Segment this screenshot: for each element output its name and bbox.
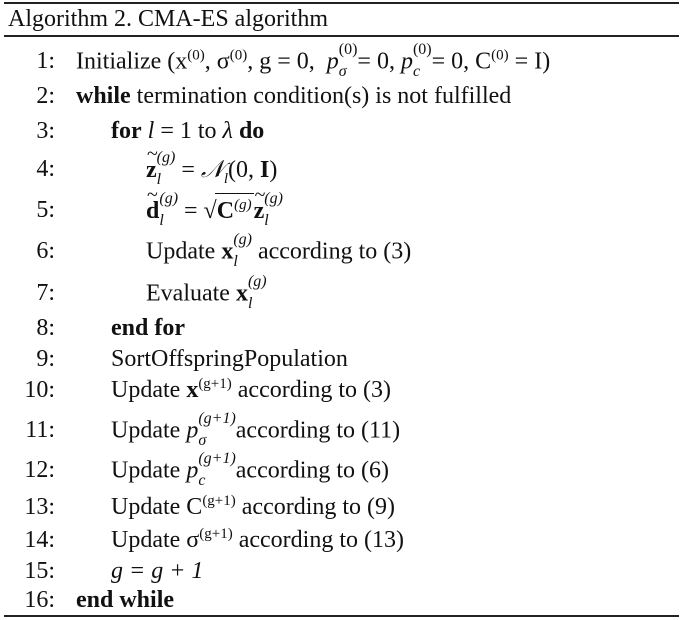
algorithm-caption: Algorithm 2. CMA-ES algorithm: [8, 6, 328, 32]
line-code: Update p (g+1) c according to (6): [111, 450, 390, 489]
line-number: 14:: [24, 527, 55, 553]
line-number: 12:: [24, 457, 55, 483]
line-number: 13:: [24, 494, 55, 520]
line-code: Update x (g) l according to (3): [146, 231, 412, 270]
bottom-rule: [4, 615, 679, 617]
line-number: 9:: [36, 346, 55, 372]
algorithm-line-6: [0, 231, 685, 270]
line-number: 16:: [24, 587, 55, 613]
algorithm-line-10: [0, 373, 685, 407]
line-code: while termination condition(s) is not fulfilled: [76, 83, 512, 109]
algorithm-line-3: [0, 114, 685, 148]
line-number: 6:: [36, 238, 55, 264]
line-number: 11:: [25, 417, 55, 443]
line-number: 4:: [36, 156, 55, 182]
line-number: 3:: [36, 118, 55, 144]
caption-rule: [4, 35, 679, 37]
line-code: Update $C^{(g+1)}$ according to (9): [111, 493, 396, 520]
line-code: g = g + 1: [111, 558, 204, 584]
algorithm-line-9: [0, 342, 685, 376]
line-code: for l = 1 to λ do: [111, 118, 265, 144]
line-number: 10:: [24, 377, 55, 403]
line-number: 2:: [36, 83, 55, 109]
line-code: end while: [76, 587, 175, 613]
line-code: Update $\sigma^{(g+1)}$ according to (13): [111, 526, 404, 553]
algorithm-line-7: [0, 273, 685, 312]
line-number: 1:: [36, 48, 55, 74]
line-code: Update p (g+1) σ according to (11): [111, 410, 401, 449]
algorithm-line-8: [0, 311, 685, 345]
line-code: Evaluate x (g) l: [146, 273, 267, 312]
algorithm-line-14: [0, 523, 685, 557]
line-code: Initialize ($x^{(0)}$, $\sigma^{(0)}$, g = 0, p (0) σ = 0, p (0) c = 0, $C^{(0)} = I$): [76, 41, 551, 80]
line-code: ~ z (g) l = 𝒩$_l$(0, I): [146, 152, 277, 190]
line-code: SortOffspringPopulation: [111, 346, 348, 372]
line-number: 5:: [36, 197, 55, 223]
line-number: 15:: [24, 558, 55, 584]
algorithm-line-2: [0, 79, 685, 113]
algorithm-line-11: [0, 410, 685, 449]
line-code: end for: [111, 315, 185, 341]
line-number: 7:: [36, 280, 55, 306]
line-code: Update $x^{(g+1)}$ according to (3): [111, 376, 392, 403]
algorithm-line-16: [0, 583, 685, 617]
line-number: 8:: [36, 315, 55, 341]
algorithm-line-13: [0, 490, 685, 524]
algorithm-line-12: [0, 450, 685, 489]
algorithm-line-1: [0, 41, 685, 80]
algorithm-line-5: [0, 190, 685, 230]
algorithm-line-4: [0, 149, 685, 189]
line-code: ~ d (g) l = $√C^{(g)}\sim$ z (g) l: [146, 193, 283, 231]
